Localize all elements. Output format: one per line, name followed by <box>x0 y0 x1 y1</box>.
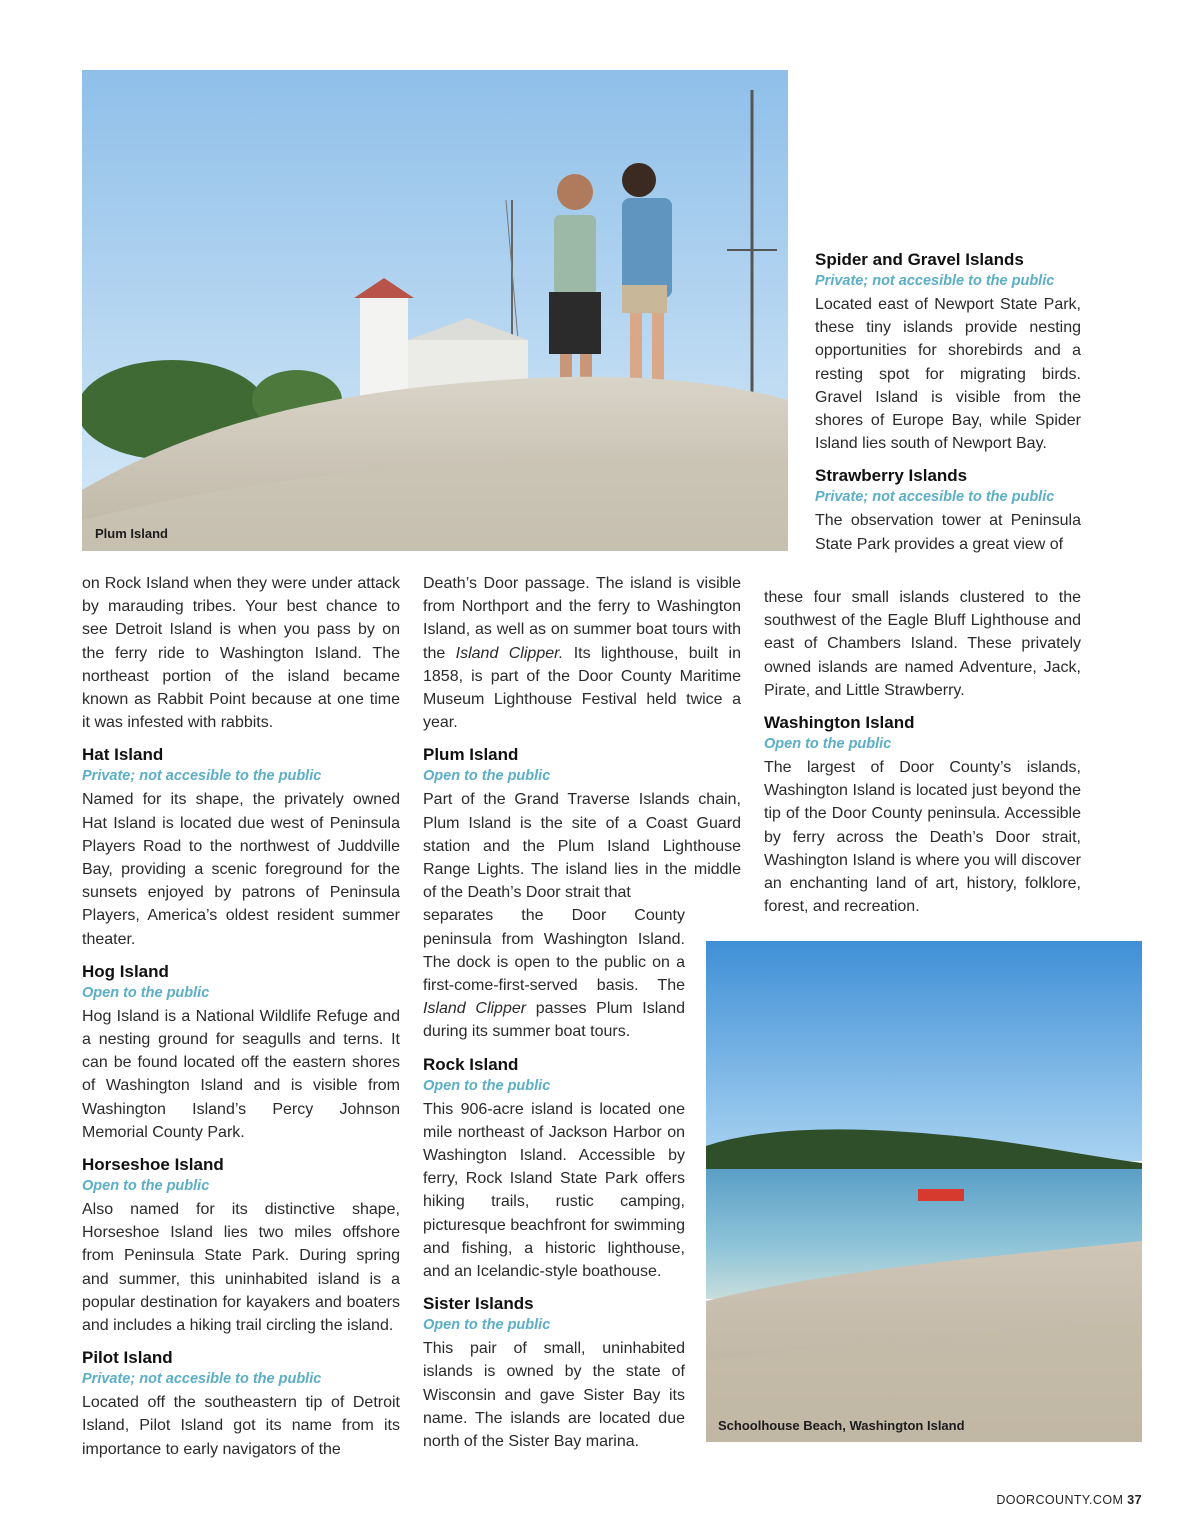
horseshoe-island-access: Open to the public <box>82 1178 210 1195</box>
horseshoe-island-heading: Horseshoe Island <box>82 1155 224 1175</box>
sister-islands-heading: Sister Islands <box>423 1294 534 1314</box>
strawberry-islands-access: Private; not accesible to the public <box>815 489 1055 506</box>
spider-gravel-islands-access: Private; not accesible to the public <box>815 273 1055 289</box>
hat-island-heading: Hat Island <box>82 745 164 765</box>
washington-island-heading: Washington Island <box>764 713 915 733</box>
column-2 <box>423 572 741 1453</box>
plum-island-body-a: Part of the Grand Traverse Islands chain, Plum Island is the site of a Coast Guard station and the Plum Island Lighthouse Range Lights. The island lies in the middle of the Death’s Door strait that <box>423 791 741 902</box>
spider-gravel-islands-body: Located east of Newport State Park, these tiny islands provide nesting opportunities for shorebirds and a resting spot for migrating birds. Gravel Island is visible from the shores of Europe Bay, while Spider Island lies south of Newport Bay. <box>815 296 1081 453</box>
strawberry-islands-body-b: these four small islands clustered to the southwest of the Eagle Bluff Lighthouse and east of Chambers Island. These privately owned islands are named Adventure, Jack, Pirate, and Little Strawberry. <box>764 589 1081 699</box>
column-1 <box>82 572 400 1461</box>
plum-island-body-c-text: passes Plum Island during its summer boat tours. <box>423 1000 685 1041</box>
hog-island-heading: Hog Island <box>82 961 169 981</box>
schoolhouse-beach-caption: Schoolhouse Beach, Washington Island <box>718 1418 965 1433</box>
page-footer <box>996 1493 1142 1507</box>
footer-site: DOORCOUNTY.COM <box>996 1493 1124 1507</box>
plum-island-body-b-text: separates the Door County peninsula from Washington Island. The dock is open to the public on a first-come-first-served basis. The <box>423 907 685 995</box>
washington-island-body: The largest of Door County’s islands, Washington Island is located just beyond the tip of the Door County peninsula. Accessible by ferry across the Death’s Door strait, Washington Island is where you will discover an enchanting land of art, history, folklore, forest, and recreation. <box>764 759 1081 916</box>
pilot-island-body: Located off the southeastern tip of Detroit Island, Pilot Island got its name from its importance to early navigators of the <box>82 1394 400 1458</box>
plum-island-caption: Plum Island <box>95 526 168 541</box>
pilot-island-heading: Pilot Island <box>82 1348 173 1368</box>
pilot-island-access: Private; not accesible to the public <box>82 1371 322 1388</box>
hat-island-access: Private; not accesible to the public <box>82 768 322 785</box>
island-clipper-name: Island Clipper. <box>455 644 564 662</box>
horseshoe-island-body: Also named for its distinctive shape, Horseshoe Island lies two miles offshore from Peninsula State Park. During spring and summer, this uninhabited island is a popular destination for kayakers and boaters and includes a hiking trail circling the island. <box>82 1201 400 1335</box>
plum-island-body-b <box>423 904 685 1043</box>
sister-islands-access: Open to the public <box>423 1317 551 1334</box>
column-3-upper <box>815 249 1081 556</box>
column-2-intro-text: Death’s Door passage. The island is visible from Northport and the ferry to Washington Island, as well as on summer boat tours with the <box>423 575 741 662</box>
hog-island-body: Hog Island is a National Wildlife Refuge and a nesting ground for seagulls and terns. It can be found located off the eastern shores of Washington Island and is visible from Washington Island’s Percy Johnson Memorial County Park. <box>82 1007 400 1141</box>
washington-island-access: Open to the public <box>764 736 892 753</box>
schoolhouse-beach-photo <box>706 941 1142 1442</box>
column-1-intro: on Rock Island when they were under attack by marauding tribes. Your best chance to see Detroit Island is when you pass by on the ferry ride to Washington Island. The northeast portion of the island became known as Rabbit Point because at one time it was infested with rabbits. <box>82 575 400 732</box>
plum-island-access: Open to the public <box>423 768 551 785</box>
island-clipper-name-2: Island Clipper <box>423 1000 527 1018</box>
column-2-intro <box>423 572 741 734</box>
rock-island-heading: Rock Island <box>423 1054 519 1074</box>
rock-island-body: This 906-acre island is located one mile northeast of Jackson Harbor on Washington Island. Accessible by ferry, Rock Island State Park offers hiking trails, rustic camping, picturesque beachfront for swimming and fishing, a historic lighthouse, and an Icelandic-style boathouse. <box>423 1100 685 1281</box>
sister-islands-body: This pair of small, uninhabited islands is owned by the state of Wisconsin and gave Sister Bay its name. The islands are located due north of the Sister Bay marina. <box>423 1340 685 1451</box>
strawberry-islands-heading: Strawberry Islands <box>815 466 968 486</box>
page-number: 37 <box>1127 1493 1142 1507</box>
hat-island-body: Named for its shape, the privately owned Hat Island is located due west of Peninsula Players Road to the northwest of Juddville Bay, providing a scenic foreground for the sunsets enjoyed by patrons of Peninsula Players, America’s oldest resident summer theater. <box>82 791 400 948</box>
plum-island-photo <box>82 70 788 551</box>
strawberry-islands-body-a: The observation tower at Peninsula State Park provides a great view of <box>815 512 1081 553</box>
rock-island-access: Open to the public <box>423 1077 551 1094</box>
spider-gravel-islands-heading: Spider and Gravel Islands <box>815 250 1024 269</box>
plum-island-heading: Plum Island <box>423 745 519 765</box>
hog-island-access: Open to the public <box>82 984 210 1001</box>
column-2-intro-text-end: Its lighthouse, built in 1858, is part of the Door County Maritime Museum Lighthouse Festival held twice a year. <box>423 644 741 732</box>
column-3-lower <box>764 586 1081 918</box>
